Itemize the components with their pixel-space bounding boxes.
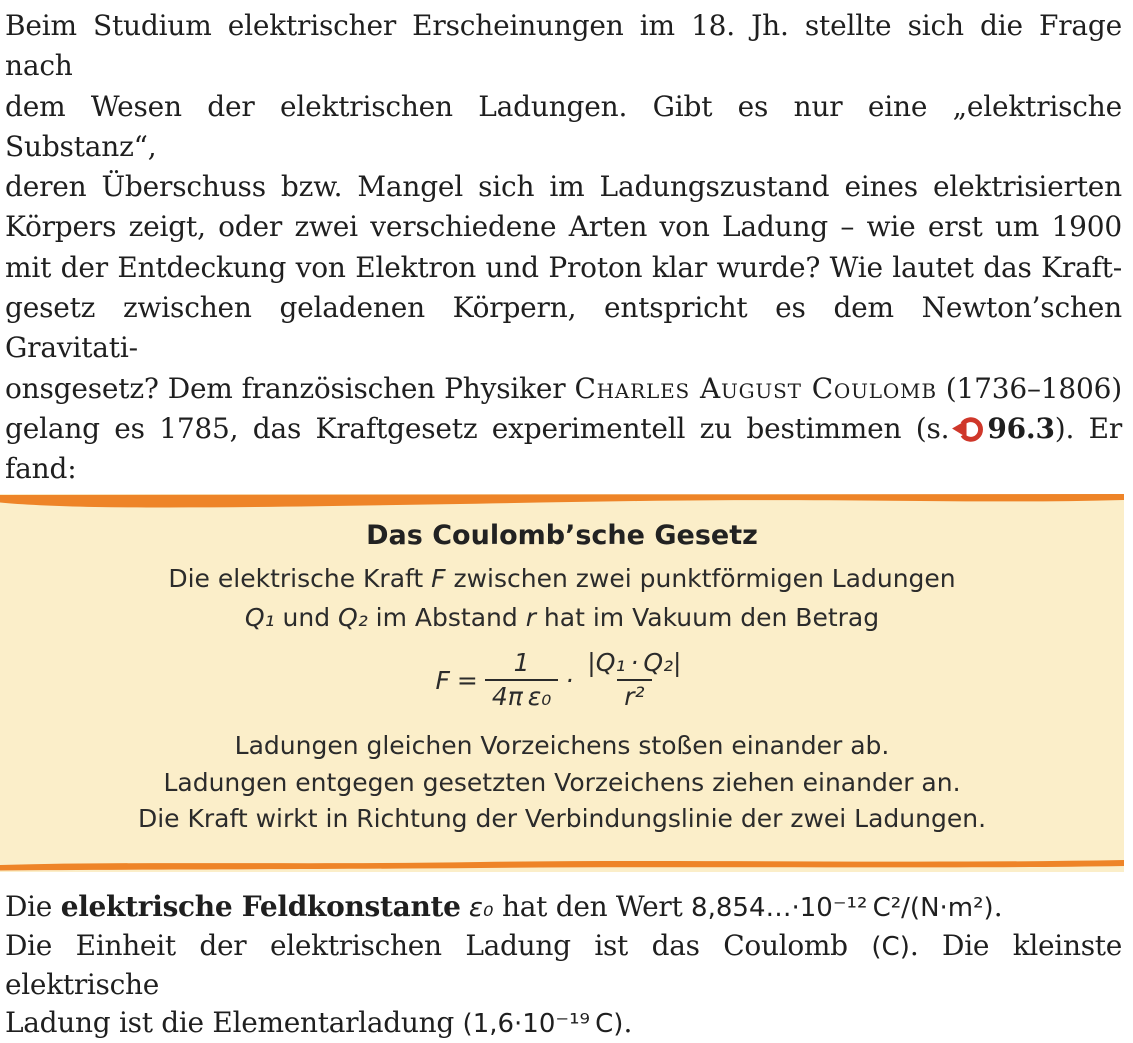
coulomb-formula	[0, 649, 1124, 713]
symbol-r: r	[525, 602, 536, 632]
formula-fraction-2	[580, 649, 688, 713]
outro1-pre: Die	[5, 889, 61, 923]
outro-line-2	[5, 927, 1122, 1004]
box-lead	[0, 559, 1124, 637]
formula-lhs: F	[435, 665, 450, 695]
intro-line-3: deren Überschuss bzw. Mangel sich im Ladungszustand eines elektrisierten	[5, 170, 1122, 204]
box-title: Das Coulomb’sche Gesetz	[366, 519, 758, 551]
formula-equals: =	[456, 665, 478, 695]
term-feldkonstante: elektrische Feldkonstante	[60, 889, 461, 923]
intro-line-7	[5, 369, 1122, 409]
fraction-2-numerator: |Q₁ · Q₂|	[587, 647, 682, 677]
intro-paragraph	[0, 0, 1133, 490]
feldkonstante-value: 8,854…·10⁻¹²	[691, 892, 868, 923]
person-name-coulomb: Charles August Coulomb	[574, 371, 937, 405]
lead-text: Die elektrische Kraft	[168, 563, 432, 593]
outro1-mid: hat den Wert	[493, 889, 692, 923]
intro-line-7-text: onsgesetz? Dem französischen Physiker	[5, 371, 575, 405]
statement-direction: Die Kraft wirkt in Richtung der Verbindungslinie der zwei Ladungen.	[137, 804, 987, 834]
coulomb-unit-symbol: (C)	[871, 931, 910, 962]
intro-line-8	[5, 409, 1122, 449]
intro-line-8-end: ). Er	[1054, 411, 1122, 445]
box-statements	[0, 728, 1124, 838]
symbol-Q1: Q₁	[244, 602, 275, 632]
outro2-pre: Die Einheit der elektrischen Ladung ist das Coulomb	[5, 928, 872, 962]
outro-paragraph	[0, 872, 1133, 1043]
outro-line-1	[5, 888, 1122, 927]
coulomb-lifespan: (1736–1806)	[936, 371, 1122, 405]
statement-repulsion: Ladungen gleichen Vorzeichens stoßen einander ab.	[234, 731, 890, 761]
cross-reference-number: 96.3	[987, 411, 1055, 445]
box-lead-line-2	[0, 598, 1124, 637]
outro1-end: .	[993, 889, 1003, 923]
lead2-end: hat im Vakuum den Betrag	[535, 602, 880, 632]
outro-line-3	[5, 1004, 1122, 1043]
symbol-epsilon0: ε₀	[460, 892, 494, 923]
fraction-2-denominator: r²	[617, 679, 651, 712]
outro2-post: . Die kleinste elektrische	[5, 928, 1122, 1001]
intro-line-1: Beim Studium elektrischer Erscheinungen im 18. Jh. stellte sich die Frage nach	[5, 9, 1122, 83]
fraction-1-numerator: 1	[513, 647, 530, 677]
intro-line-8-text: gelang es 1785, das Kraftgesetz experimentell zu bestimmen (s.	[5, 411, 950, 445]
lead-text-end: zwischen zwei punktförmigen Ladungen	[445, 563, 956, 593]
box-top-border-wave	[0, 494, 1124, 511]
cross-reference-icon	[951, 414, 983, 442]
fraction-1-denominator: 4π ε₀	[485, 679, 559, 712]
intro-line-5: mit der Entdeckung von Elektron und Proton klar wurde? Wie lautet das Kraft-	[5, 250, 1122, 284]
box-bottom-border-wave	[0, 857, 1124, 872]
outro3-end: .	[623, 1005, 633, 1039]
statement-attraction: Ladungen entgegen gesetzten Vorzeichens ziehen einander an.	[163, 767, 961, 797]
elementary-charge-value: (1,6·10⁻¹⁹ C)	[462, 1008, 624, 1039]
intro-line-6: gesetz zwischen geladenen Körpern, entspricht es dem Newton’schen Gravitati-	[5, 291, 1122, 365]
symbol-F: F	[431, 563, 446, 593]
coulomb-law-box	[0, 494, 1124, 872]
formula-fraction-1	[485, 649, 559, 713]
symbol-Q2: Q₂	[338, 602, 368, 632]
lead2-mid2: im Abstand	[367, 602, 526, 632]
intro-line-2: dem Wesen der elektrischen Ladungen. Gibt es nur eine „elektrische Substanz“,	[5, 89, 1122, 163]
intro-line-4: Körpers zeigt, oder zwei verschiedene Arten von Ladung – wie erst um 1900	[5, 210, 1122, 244]
lead2-mid1: und	[274, 602, 339, 632]
intro-line-9: fand:	[5, 452, 77, 486]
box-lead-line-1	[0, 559, 1124, 598]
outro3-pre: Ladung ist die Elementarladung	[5, 1005, 463, 1039]
feldkonstante-unit: C²/(N·m²)	[867, 892, 994, 923]
formula-dot: ·	[565, 665, 574, 695]
